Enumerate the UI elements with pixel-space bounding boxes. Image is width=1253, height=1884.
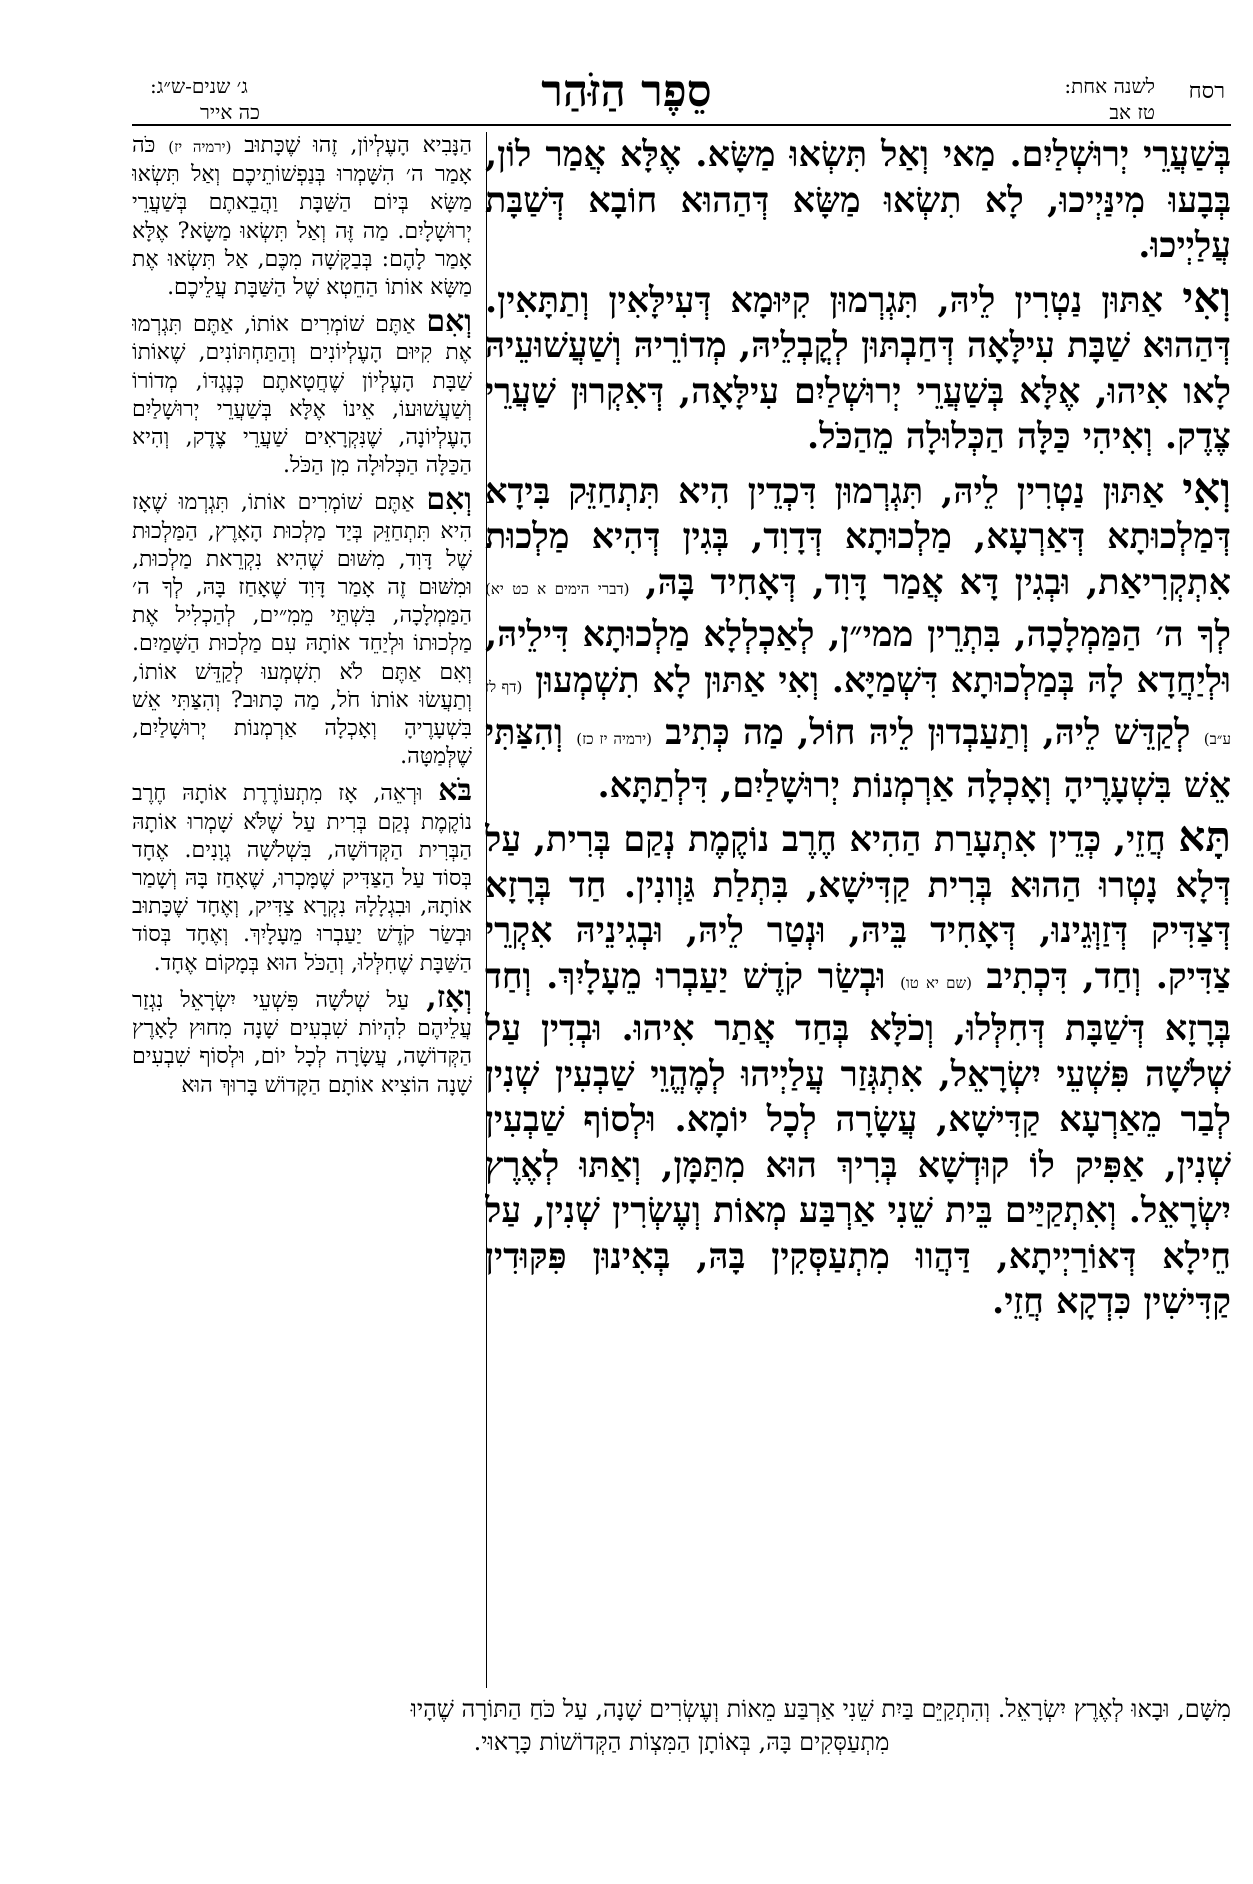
footer-text — [132, 1694, 1231, 1824]
opening-word: וְאִם — [426, 304, 472, 340]
footer-line: מִשָּׁם, וּבָאוּ לְאֶרֶץ יִשְׂרָאֵל. וְהִתְקַיֵּם בַּיִת שֵׁנִי אַרְבַּע מֵאוֹת וְעֶשְׂרִים שָׁנָה, עַל כֹּחַ הַתּוֹרָה שֶׁהָיוּ — [410, 1695, 1231, 1723]
side-text: וּרְאֵה, אָז מִתְעוֹרֶרֶת אוֹתָהּ חֶרֶב נוֹקֶמֶת נְקַם בְּרִית עַל שֶׁלֹּא שָׁמְרוּ אוֹתָהּ הַבְּרִית הַקְּדוֹשָׁה, בִּשְׁלֹשָׁה גְוָנִים. אֶחָד בְּסוֹד עַל הַצַּדִּיק שֶׁמָּכְרוּ, שֶׁאָחַז בָּהּ וְשָׁמַר אוֹתָהּ, וּבִגְלָלָהּ נִקְרָא צַדִּיק, וְאֶחָד שֶׁכָּתוּב וּבְשַׂר קֹדֶשׁ יַעַבְרוּ מֵעָלָיִךְ. וְאֶחָד בְּסוֹד הַשַּׁבָּת שֶׁחִלְּלוּ, וְהַכֹּל הוּא בְּמָקוֹם אֶחָד. — [132, 781, 472, 976]
page-number: רסח — [1188, 79, 1225, 104]
main-paragraph — [485, 272, 1231, 460]
side-text: עַל שְׁלֹשָׁה פִּשְׁעֵי יִשְׂרָאֵל נִגְזַר עֲלֵיהֶם לִהְיוֹת שִׁבְעִים שָׁנָה מִחוּץ לָאָרֶץ הַקְּדוֹשָׁה, עֲשָׂרָה לְכָל יוֹם, וּלְסוֹף שִׁבְעִים שָׁנָה הוֹצִיא אוֹתָם הַקָּדוֹשׁ בָּרוּךְ הוּא — [132, 987, 472, 1098]
column-divider — [486, 132, 487, 1688]
source-reference: (ירמיה יז כז) — [576, 730, 653, 748]
main-text: בְּשַׁעֲרֵי יְרוּשְׁלַיִם. מַאי וְאַל תִּשְׂאוּ מַשָּׂא. אֶלָּא אֲמַר לוֹן, בְּבָעוּ מִינַּיְיכוּ, לָא תִשְׂאוּ מַשָּׂא דְּהַהוּא חוֹבָא דְּשַׁבָּת עֲלַיְיכוּ. — [485, 134, 1231, 266]
side-paragraph — [132, 132, 472, 302]
side-paragraph — [132, 304, 472, 480]
source-reference: (ירמיה יז) — [168, 138, 232, 156]
side-paragraph — [132, 482, 472, 771]
side-paragraph — [132, 773, 472, 977]
opening-word: בֹּא — [438, 773, 472, 809]
side-column-hebrew — [132, 132, 472, 1688]
reading-plan-left: ג׳ שנים-ש״ג: — [150, 74, 248, 98]
main-paragraph — [485, 132, 1231, 269]
page-reference: (דף לז ע״ב) — [485, 677, 1231, 748]
header-rule — [132, 124, 1231, 126]
side-text: כֹּה אָמַר ה׳ הִשָּׁמְרוּ בְּנַפְשׁוֹתֵיכֶם וְאַל תִּשְׂאוּ מַשָּׂא בְּיוֹם הַשַּׁבָּת וַהֲבֵאתֶם בְּשַׁעֲרֵי יְרוּשָׁלָיִם. מַה זֶּה וְאַל תִּשְׂאוּ מַשָּׂא? אֶלָּא אָמַר לָהֶם: בְּבַקָּשָׁה מִכֶּם, אַל תִּשְׂאוּ אֶת מַשָּׂא אוֹתוֹ הַחֵטְא שֶׁל הַשַּׁבָּת עֲלֵיכֶם. — [132, 133, 472, 301]
main-text: אַתּוּן נַטְרִין לֵיהּ, תִּגְרְמוּן קִיּוּמָא דְּעִילָּאִין וְתַתָּאִין. דְּהַהוּא שַׁבָּת עִילָּאָה דְּחַבְתּוּן לְקֳבְלֵיהּ, מְדוֹרֵיהּ וְשַׁעֲשׁוּעֵיהּ לָאו אִיהוּ, אֶלָּא בְּשַׁעֲרֵי יְרוּשְׁלַיִם עִילָּאָה, דְּאִקְרוּן שַׁעֲרֵי צֶדֶק. וְאִיהִי כַּלָּה הַכְּלוּלָה מֵהַכֹּל. — [485, 279, 1231, 457]
page-header — [0, 0, 1253, 124]
side-paragraph — [132, 979, 472, 1100]
main-text: וּבְשַׂר קֹדֶשׁ יַעַבְרוּ מֵעָלָיִךְ. וְחַד בְּרָזָא דְּשַׁבָּת דְּחִלְּלוּ, וְכֹלָּא בְּחַד אֲתַר אִיהוּ. וּבְדִין עַל שְׁלֹשָׁה פִּשְׁעֵי יִשְׂרָאֵל, אִתְגְּזַר עֲלַיְיהוּ לְמֶהֱוֵי שַׁבְעִין שְׁנִין לְבַר מֵאַרְעָא קַדִּישָׁא, עֲשָׂרָה לְכָל יוֹמָא. וּלְסוֹף שַׁבְעִין שְׁנִין, אַפִּיק לוֹ קוּדְשָׁא בְּרִיךְ הוּא מִתַּמָּן, וְאַתּוּ לְאֶרֶץ יִשְׂרָאֵל. וְאִתְקַיַּים בֵּית שֵׁנִי אַרְבַּע מְאוֹת וְעֶשְׂרִין שְׁנִין, עַל חֵילָא דְּאוֹרַיְיתָא, דַּהֲווּ מִתְעַסְּקִין בָּהּ, בְּאִינוּן פִּקּוּדִין קַדִּישִׁין כִּדְקָא חֲזֵי. — [485, 955, 1231, 1322]
opening-word: וְאָז, — [426, 979, 472, 1015]
opening-word: תָּא — [1178, 812, 1231, 861]
main-text: לְקַדֵּשׁ לֵיהּ, וְתַעַבְדוּן לֵיהּ חוֹל, מַה כְּתִיב — [652, 712, 1204, 753]
opening-word: וְאִם — [426, 482, 472, 518]
reading-date-right: טז אב — [1109, 100, 1155, 124]
main-paragraph — [485, 463, 1231, 809]
source-reference: (שם יא טו) — [900, 973, 972, 992]
main-text: חֲזֵי, כְּדֵין אִתְעָרַת הַהִיא חֶרֶב נוֹקֶמֶת נְקַם בְּרִית, עַל דְּלָא נָטְרוּ הַהוּא בְּרִית קַדִּישָׁא, בִּתְלַת גַּוְונִין. חַד בְּרָזָא דְּצַדִּיק דְּזַוְּגֵינוּ, דְּאָחִיד בֵּיהּ, וּנְטַר לֵיהּ, וּבְגִינֵיהּ אִקְרֵי צַדִּיק. וְחַד, דִּכְתִיב — [485, 819, 1231, 997]
footer-end-line: מִתְעַסְּקִים בָּהּ, בְּאוֹתָן הַמִּצְוֹת הַקְּדוֹשׁוֹת כָּרָאוּי. — [473, 1728, 890, 1756]
main-text: וְהִצַּתִּי אֵשׁ בִּשְׁעָרֶיהָ וְאָכְלָה אַרְמְנוֹת יְרוּשָׁלַיִם, דִּלְתַתָּא. — [485, 712, 1231, 806]
source-reference: (דברי הימים א כט יא) — [485, 579, 630, 598]
main-text: לְךָ ה׳ הַמַּמְלָכָה, בִּתְרֵין ממי״ן, לְאַכְלְלָא מַלְכוּתָא דִּילֵיהּ, וּלְיַחֲדָא לָהּ בְּמַלְכוּתָא דִּשְׁמַיָּא. וְאִי אַתּוּן לָא תִשְׁמְעוּן — [485, 614, 1231, 701]
main-text: אַתּוּן נַטְרִין לֵיהּ, תִּגְרְמוּן דִּכְדֵין הִיא תִּתְחַזֵּק בִּידָא דְּמַלְכוּתָא דְּאַרְעָא, מַלְכוּתָא דְּדָוִד, בְּגִין דְּהִיא מַלְכוּת אִתְקְרִיאַת, וּבְגִין דָּא אֲמַר דָּוִד, דְּאָחִיד בָּהּ, — [485, 470, 1231, 603]
side-text: אַתֶּם שׁוֹמְרִים אוֹתוֹ, תִּגְרְמוּ שֶׁאָז הִיא תִּתְחַזֵּק בְּיַד מַלְכוּת הָאָרֶץ, הַמַּלְכוּת שֶׁל דָּוִד, מִשּׁוּם שֶׁהִיא נִקְרֵאת מַלְכוּת, וּמִשּׁוּם זֶה אָמַר דָּוִד שֶׁאָחַז בָּהּ, לְךָ ה׳ הַמַּמְלָכָה, בִּשְׁתֵּי מֵמִ״ים, לְהַכְלִיל אֶת מַלְכוּתוֹ וּלְיַחֵד אוֹתָהּ עִם מַלְכוּת הַשָּׁמַיִם. וְאִם אַתֶּם לֹא תִשְׁמְעוּ לְקַדֵּשׁ אוֹתוֹ, וְתַעֲשׂוּ אוֹתוֹ חֹל, מַה כָּתוּב? וְהִצַּתִּי אֵשׁ בִּשְׁעָרֶיהָ וְאָכְלָה אַרְמְנוֹת יְרוּשָׁלַיִם, שֶׁלְּמַטָּה. — [132, 490, 472, 770]
main-paragraph — [485, 814, 1231, 1325]
opening-word: וְאִי — [1182, 463, 1231, 513]
main-column-aramaic — [485, 132, 1231, 1688]
reading-plan-label: לשנה אחת: — [1064, 74, 1155, 98]
reading-date-left: כה אייר — [200, 100, 260, 124]
book-title: סֵפֶר הַזֹּהַר — [541, 66, 712, 117]
opening-word: וְאִי — [1182, 272, 1231, 322]
side-text: אַתֶּם שׁוֹמְרִים אוֹתוֹ, אַתֶּם תִּגְרְמוּ אֶת קִיּוּם הָעֶלְיוֹנִים וְהַתַּחְתּוֹנִים, שֶׁאוֹתוֹ שַׁבָּת הָעֶלְיוֹן שֶׁחֲטָאתֶם כְּנֶגְדּוֹ, מְדוֹרוֹ וְשַׁעֲשׁוּעוֹ, אֵינוֹ אֶלָּא בְּשַׁעֲרֵי יְרוּשָׁלַיִם הָעֶלְיוֹנָה, שֶׁנִּקְרָאִים שַׁעֲרֵי צֶדֶק, וְהִיא הַכַּלָּה הַכְּלוּלָה מִן הַכֹּל. — [132, 312, 472, 479]
side-text: הַנָּבִיא הָעֶלְיוֹן, זֶהוּ שֶׁכָּתוּב — [231, 133, 472, 158]
